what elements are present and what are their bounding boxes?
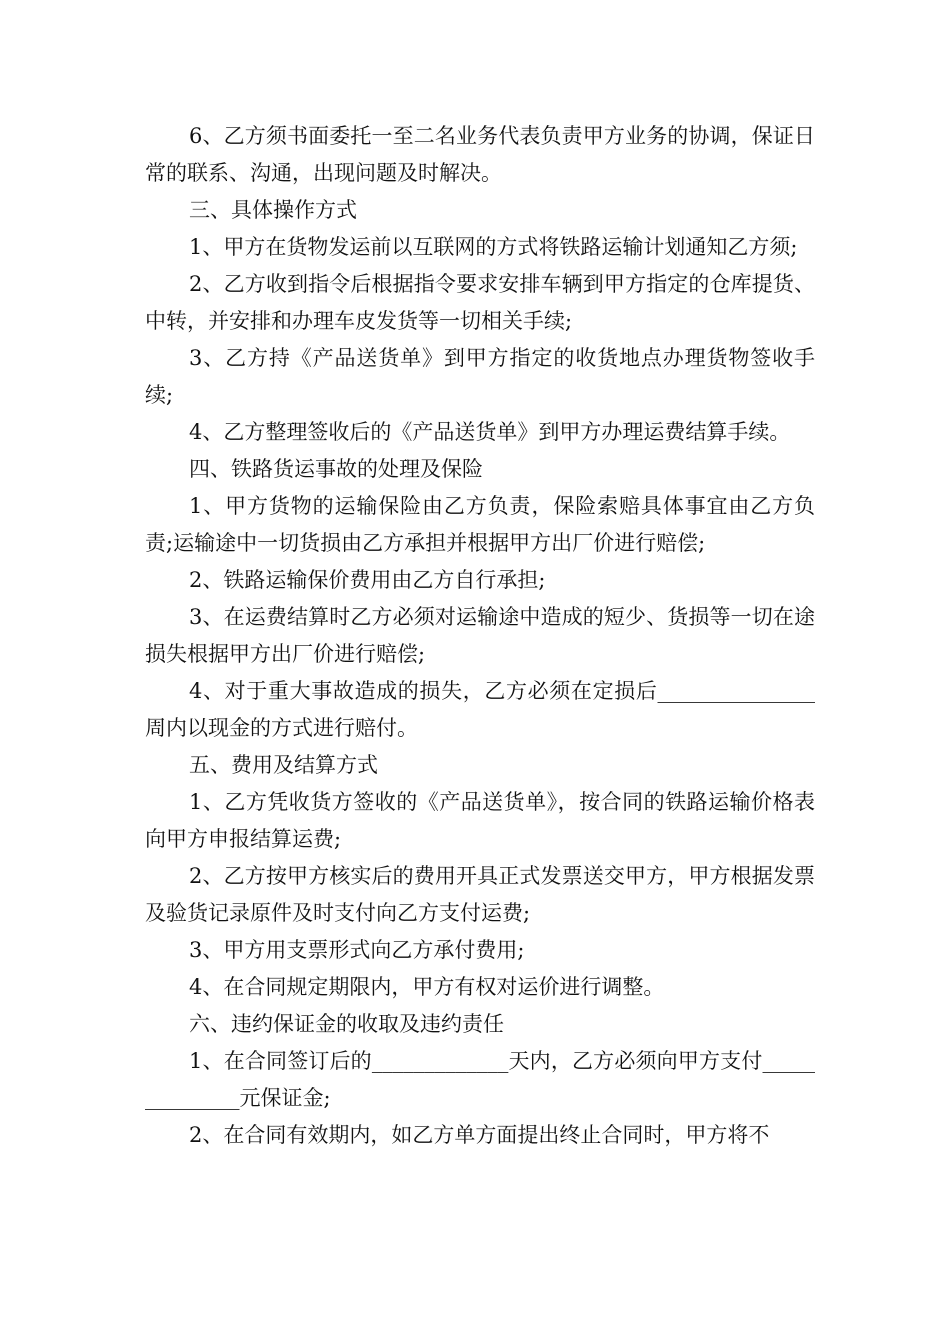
paragraph-clause-6: 6、乙方须书面委托一至二名业务代表负责甲方业务的协调，保证日常的联系、沟通，出现问题及时解决。 bbox=[145, 124, 815, 185]
paragraph-3-1: 1、甲方在货物发运前以互联网的方式将铁路运输计划通知乙方须; bbox=[189, 235, 798, 259]
paragraph-4-2: 2、铁路运输保价费用由乙方自行承担; bbox=[189, 568, 546, 592]
paragraph-5-4: 4、在合同规定期限内，甲方有权对运价进行调整。 bbox=[189, 975, 665, 999]
paragraph-4-1: 1、甲方货物的运输保险由乙方负责，保险索赔具体事宜由乙方负责;运输途中一切货损由乙方承担并根据甲方出厂价进行赔偿; bbox=[145, 494, 815, 555]
paragraph-6-1: 1、在合同签订后的_____________天内，乙方必须向甲方支付______________元保证金; bbox=[145, 1049, 815, 1110]
paragraph-5-2: 2、乙方按甲方核实后的费用开具正式发票送交甲方，甲方根据发票及验货记录原件及时支付向乙方支付运费; bbox=[145, 864, 815, 925]
document-body bbox=[145, 118, 815, 1154]
section-heading-3: 三、具体操作方式 bbox=[189, 198, 357, 222]
paragraph-3-3: 3、乙方持《产品送货单》到甲方指定的收货地点办理货物签收手续; bbox=[145, 346, 815, 407]
paragraph-4-4: 4、对于重大事故造成的损失，乙方必须在定损后_______________周内以现金的方式进行赔付。 bbox=[145, 679, 815, 740]
paragraph-5-1: 1、乙方凭收货方签收的《产品送货单》，按合同的铁路运输价格表向甲方申报结算运费; bbox=[145, 790, 815, 851]
section-heading-4: 四、铁路货运事故的处理及保险 bbox=[189, 457, 483, 481]
section-heading-6: 六、违约保证金的收取及违约责任 bbox=[189, 1012, 504, 1036]
paragraph-3-2: 2、乙方收到指令后根据指令要求安排车辆到甲方指定的仓库提货、中转，并安排和办理车皮发货等一切相关手续; bbox=[145, 272, 815, 333]
paragraph-5-3: 3、甲方用支票形式向乙方承付费用; bbox=[189, 938, 525, 962]
paragraph-3-4: 4、乙方整理签收后的《产品送货单》到甲方办理运费结算手续。 bbox=[189, 420, 791, 444]
paragraph-6-2: 2、在合同有效期内，如乙方单方面提出终止合同时，甲方将不 bbox=[189, 1123, 770, 1147]
paragraph-4-3: 3、在运费结算时乙方必须对运输途中造成的短少、货损等一切在途损失根据甲方出厂价进行赔偿; bbox=[145, 605, 815, 666]
section-heading-5: 五、费用及结算方式 bbox=[189, 753, 378, 777]
